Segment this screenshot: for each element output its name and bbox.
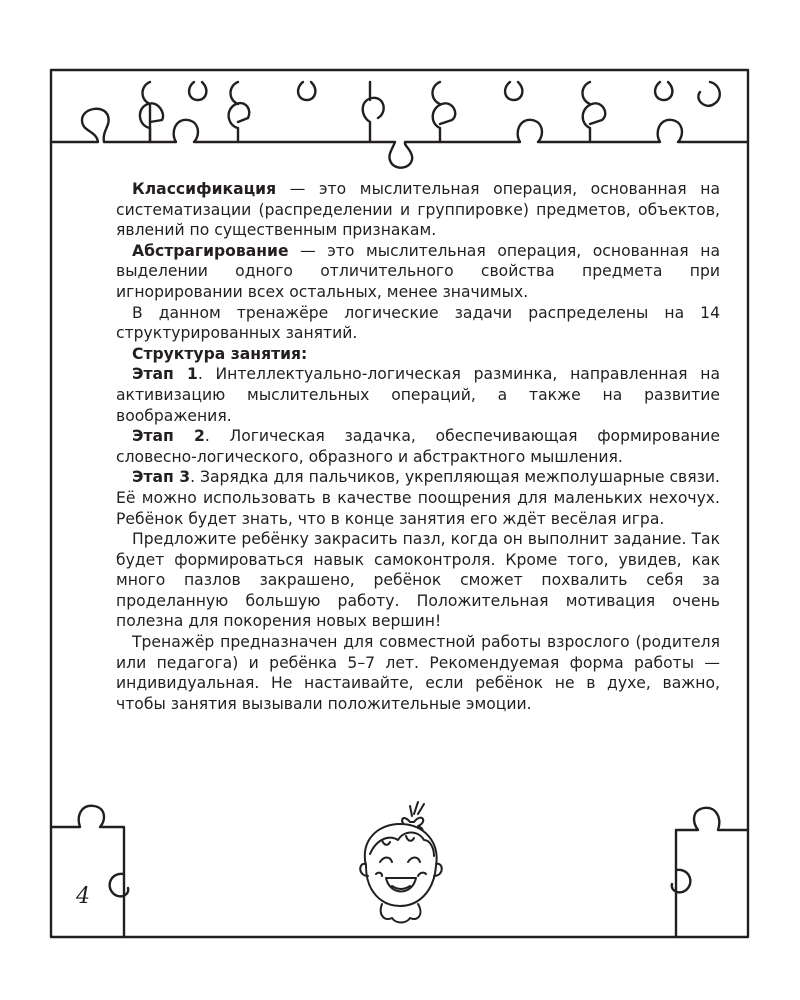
paragraph-text: — это мыслительная операция, основанная на систематизации (распределении и группировке) предметов, объектов, явлений по существенным признакам.: [116, 180, 720, 240]
stage-2-label: Этап 2: [132, 427, 205, 446]
paragraph-text: В данном тренажёре логические задачи распределены на 14 структурированных занятий.: [116, 303, 720, 343]
paragraph-text: . Зарядка для пальчиков, укрепляющая межполушарные связи. Её можно использовать в качестве поощрения для маленьких нехочух. Ребёнок будет знать, что в конце занятия его ждёт весёлая игра.: [116, 468, 720, 528]
paragraph-text: — это мыслительная операция, основанная на выделении одного отличительного свойства предмета при игнорировании всех остальных, менее значимых.: [116, 241, 720, 301]
smiling-girl-icon: [352, 800, 448, 930]
paragraph-stage-2: [116, 426, 720, 467]
paragraph-classification: [116, 179, 720, 241]
heading-structure: [116, 344, 720, 365]
paragraph-text: . Интеллектуально-логическая разминка, направленная на активизацию мыслительных операций, а также на развитие воображения.: [116, 365, 721, 425]
structure-heading: Структура занятия:: [132, 344, 308, 363]
term-classification: Классификация: [132, 180, 277, 198]
paragraph-audience: [116, 632, 720, 714]
paragraph-text: . Логическая задачка, обеспечивающая формирование словесно-логического, образного и абстрактного мышления.: [116, 427, 720, 466]
paragraph-puzzle-coloring: [116, 529, 720, 632]
page-number: 4: [76, 884, 90, 909]
paragraph-text: Тренажёр предназначен для совместной работы взрослого (родителя или педагога) и ребёнка 5–7 лет. Рекомендуемая форма работы — индивидуальная. Не настаивайте, если ребёнок не в духе, важно, чтобы занятия вызывали положительные эмоции.: [116, 633, 720, 713]
body-text: [116, 179, 720, 714]
paragraph-text: Предложите ребёнку закрасить пазл, когда он выполнит задание. Так будет формироваться навык самоконтроля. Кроме того, увидев, как много пазлов закрашено, ребёнок сможет похвалить себя за проделанную большую работу. Положительная мотивация очень полезна для покорения новых вершин!: [116, 530, 720, 631]
paragraph-lessons: [116, 303, 720, 344]
stage-3-label: Этап 3: [132, 468, 191, 487]
paragraph-stage-3: [116, 467, 720, 529]
term-abstraction: Абстрагирование: [132, 241, 289, 260]
paragraph-abstraction: [116, 241, 720, 303]
paragraph-stage-1: [116, 364, 720, 426]
stage-1-label: Этап 1: [132, 365, 198, 384]
